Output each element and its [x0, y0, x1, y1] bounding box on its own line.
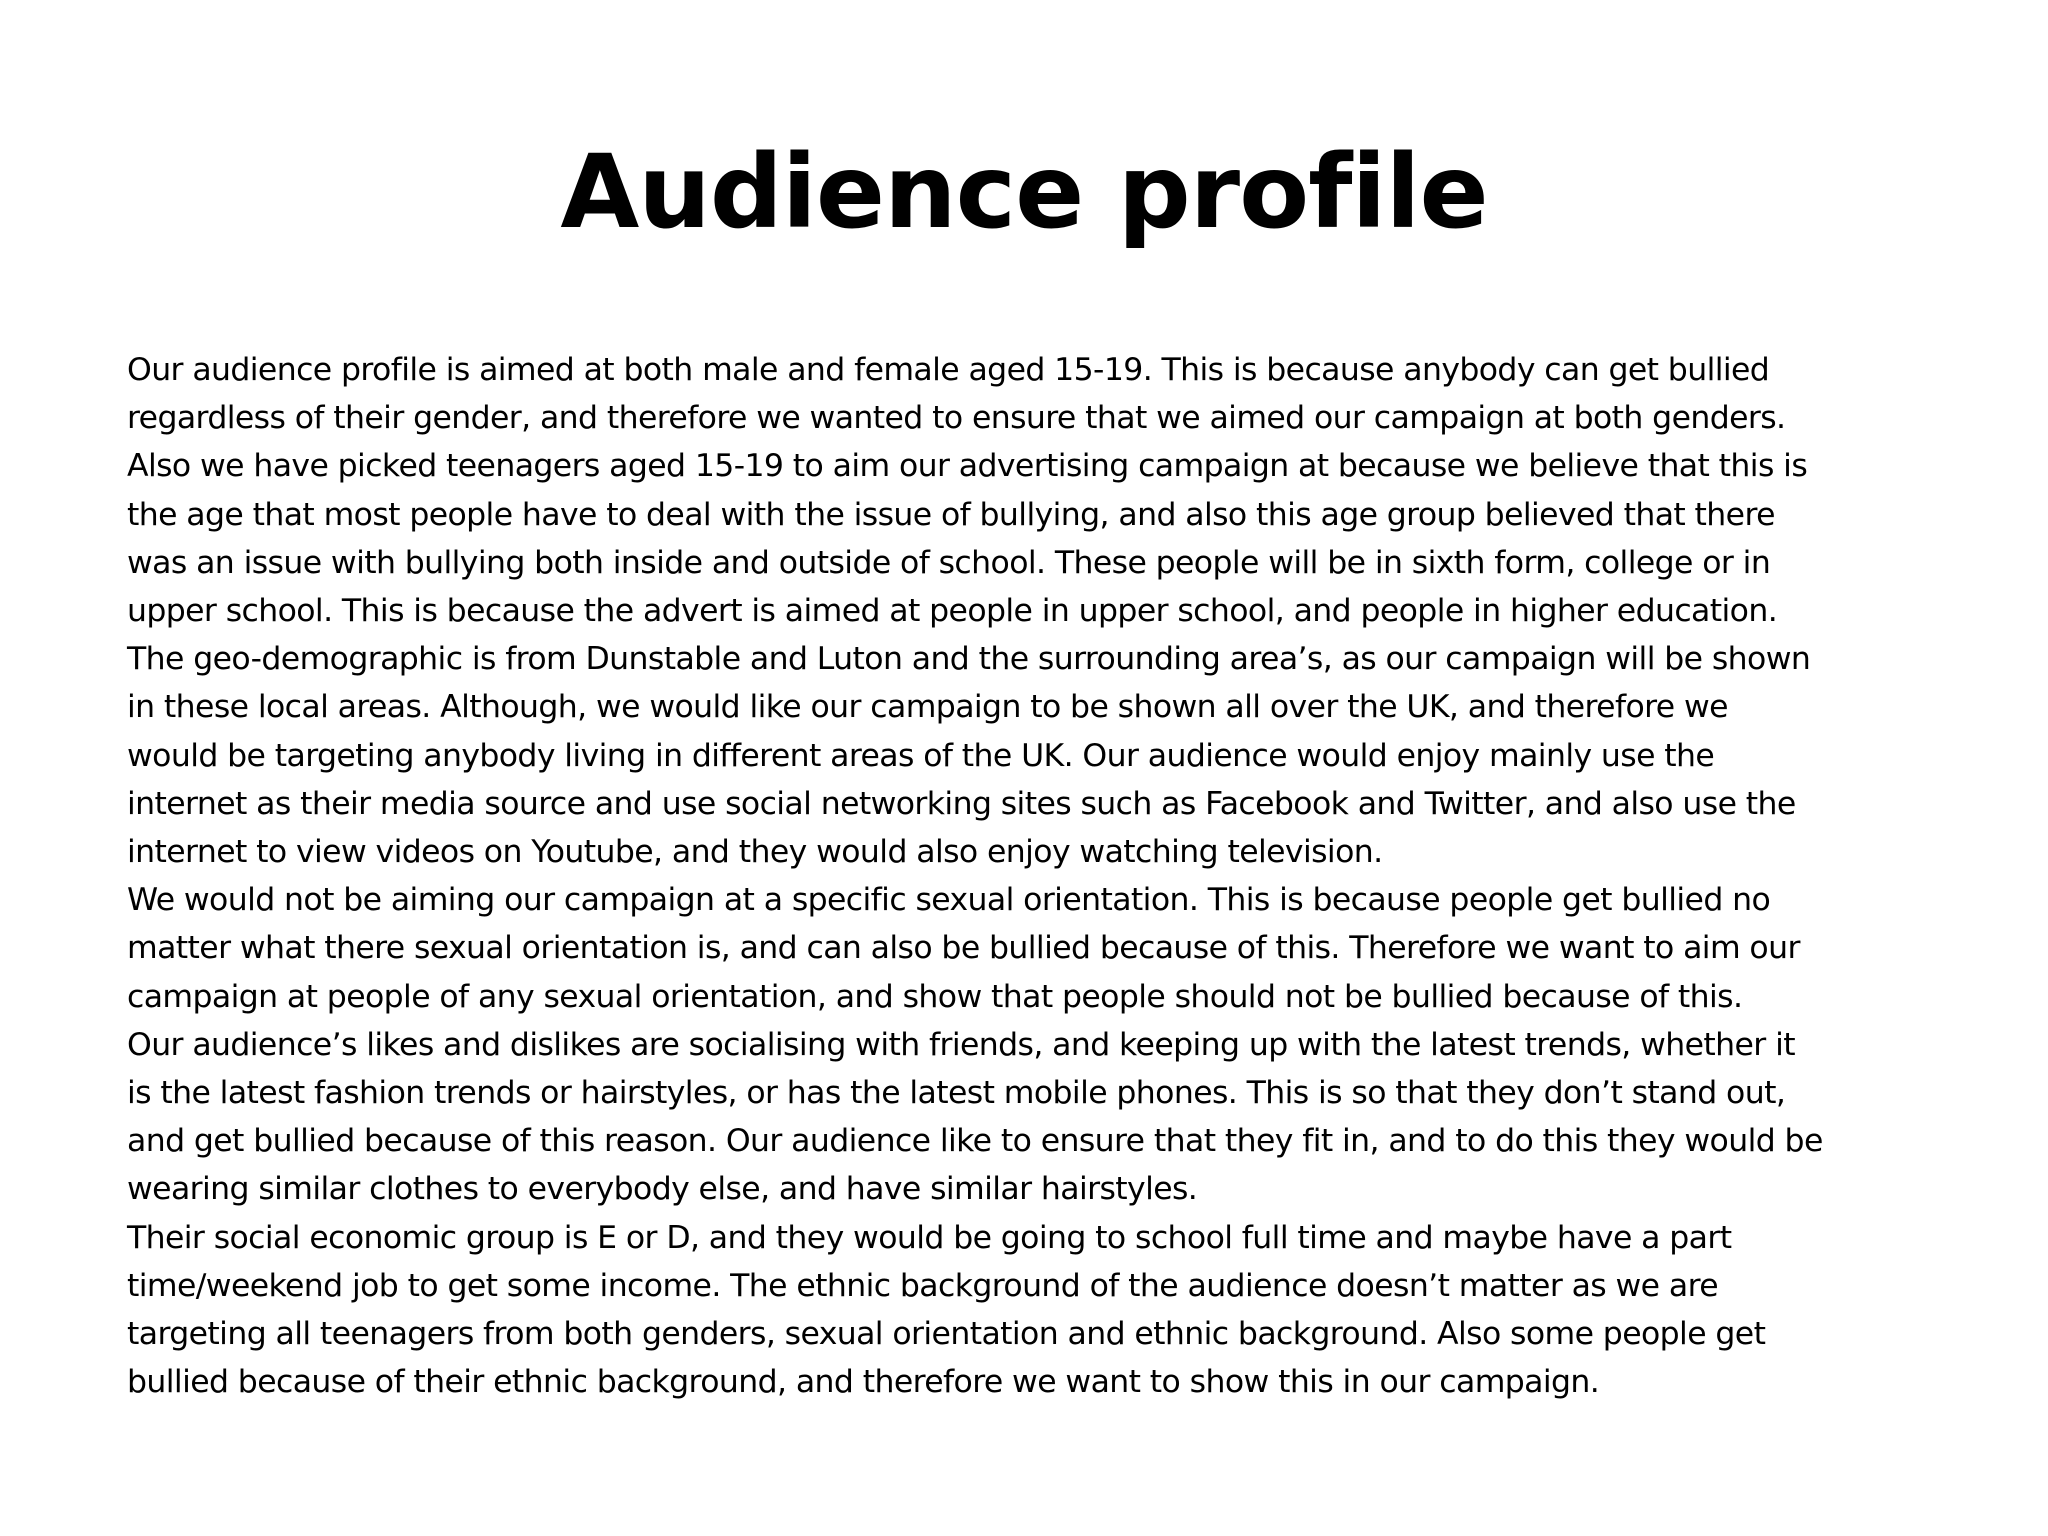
body-line: would be targeting anybody living in different areas of the UK. Our audience would enjoy mainly use the: [127, 737, 1715, 774]
slide-body-text: [127, 346, 2017, 1406]
body-line: Our audience profile is aimed at both male and female aged 15-19. This is because anybody can get bullied: [127, 352, 1770, 388]
body-line: and get bullied because of this reason. Our audience like to ensure that they fit in, and to do this they would be: [127, 1123, 1823, 1160]
body-line: internet to view videos on Youtube, and they would also enjoy watching television.: [127, 834, 1383, 871]
body-line: We would not be aiming our campaign at a specific sexual orientation. This is because people get bullied no: [127, 882, 1771, 919]
body-line: matter what there sexual orientation is, and can also be bullied because of this. Therefore we want to aim our: [127, 930, 1800, 967]
body-line: regardless of their gender, and therefore we wanted to ensure that we aimed our campaign at both genders.: [127, 400, 1786, 437]
body-line: wearing similar clothes to everybody else, and have similar hairstyles.: [127, 1171, 1198, 1208]
slide-title: Audience profile: [560, 133, 1488, 252]
body-line: in these local areas. Although, we would like our campaign to be shown all over the UK, and therefore we: [127, 689, 1728, 726]
body-line: bullied because of their ethnic background, and therefore we want to show this in our campaign.: [127, 1364, 1600, 1401]
body-line: time/weekend job to get some income. The ethnic background of the audience doesn’t matter as we are: [127, 1267, 1719, 1304]
body-line: targeting all teenagers from both genders, sexual orientation and ethnic background. Also some people get: [127, 1316, 1766, 1353]
body-line: Also we have picked teenagers aged 15-19 to aim our advertising campaign at because we believe that this is: [127, 448, 1808, 485]
body-line: was an issue with bullying both inside and outside of school. These people will be in sixth form, college or in: [127, 544, 1771, 581]
body-line: internet as their media source and use social networking sites such as Facebook and Twitter, and also use the: [127, 785, 1796, 822]
body-line: upper school. This is because the advert is aimed at people in upper school, and people in higher education.: [127, 593, 1778, 630]
body-line: is the latest fashion trends or hairstyles, or has the latest mobile phones. This is so that they don’t stand out,: [127, 1075, 1786, 1112]
body-line: campaign at people of any sexual orientation, and show that people should not be bullied because of this.: [127, 978, 1743, 1015]
body-line: The geo-demographic is from Dunstable and Luton and the surrounding area’s, as our campaign will be shown: [127, 641, 1811, 678]
body-line: Their social economic group is E or D, and they would be going to school full time and maybe have a part: [127, 1219, 1732, 1256]
body-line: Our audience’s likes and dislikes are socialising with friends, and keeping up with the latest trends, whether it: [127, 1026, 1795, 1063]
body-line: the age that most people have to deal with the issue of bullying, and also this age group believed that there: [127, 496, 1775, 533]
